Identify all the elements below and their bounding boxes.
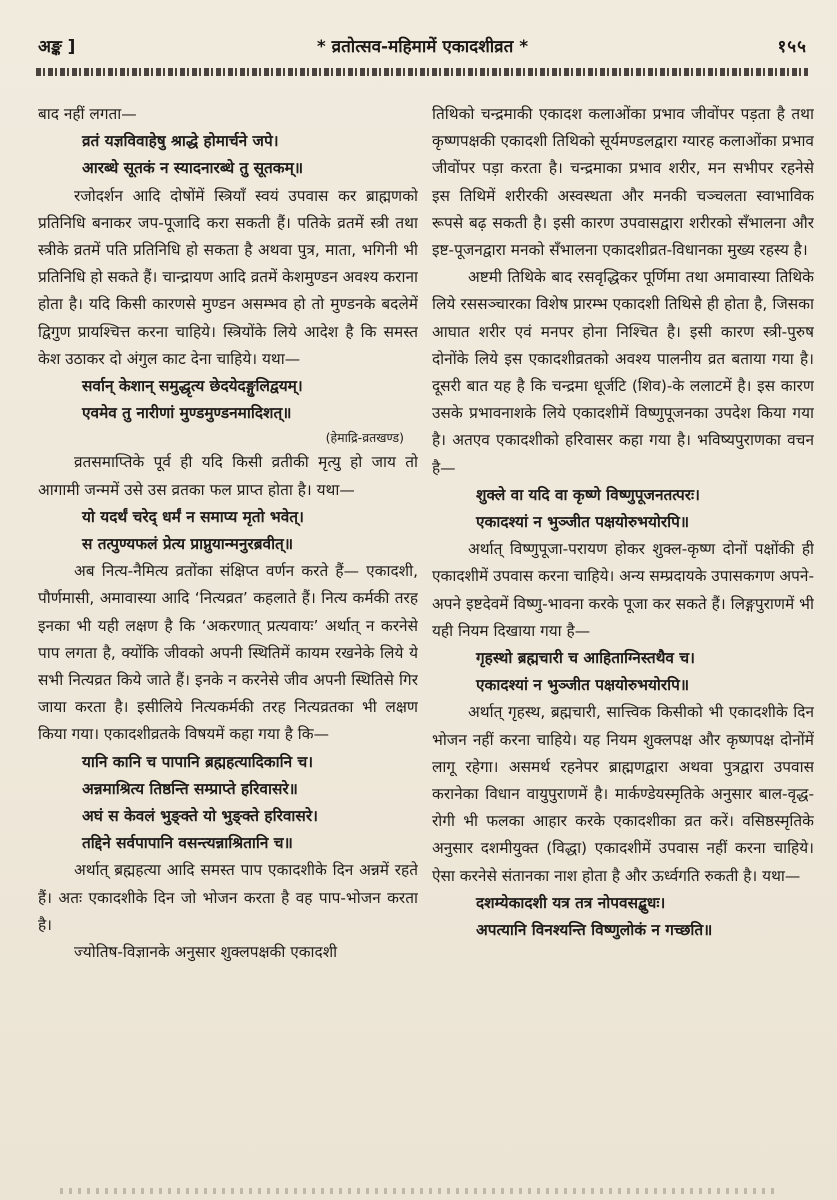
verse-line: गृहस्थो ब्रह्मचारी च आहिताग्निस्तथैव च।: [476, 649, 695, 668]
paragraph: अब नित्य-नैमित्य व्रतोंका संक्षिप्त वर्णन करते हैं— एकादशी, पौर्णमासी, अमावास्या आदि ‘नित्यव्रत’ कहलाते हैं। नित्य कर्मकी तरह इनका भी यही लक्षण है कि ‘अकरणात् प्रत्यवायः’ अर्थात् न करनेसे पाप लगता है, क्योंकि जीवको अपनी स्थितिमें कायम रखनेके लिये ये सभी नित्यव्रत किये जाते हैं। इनके न करनेसे जीव अपनी स्थितिसे गिर जाया करता है। इसीलिये नित्यकर्मकी तरह नित्यव्रतका भी लक्षण किया गया। एकादशीव्रतके विषयमें कहा गया है कि—: [38, 562, 418, 744]
verse-line: यो यदर्थं चरेद् धर्मं न समाप्य मृतो भवेत्।: [82, 507, 304, 526]
paragraph: तिथिको चन्द्रमाकी एकादश कलाओंका प्रभाव जीवोंपर पड़ता है तथा कृष्णपक्षकी एकादशी तिथिको सूर्यमण्डलद्वारा ग्यारह कलाओंका प्रभाव जीवोंपर पड़ा करता है। चन्द्रमाका प्रभाव शरीर, मन सभीपर रहनेसे इस तिथिमें शरीरकी अस्वस्थता और मनकी चञ्चलता स्वाभाविक रूपसे बढ़ सकती है। इसी कारण उपवासद्वारा शरीरको सँभालना और इष्ट-पूजनद्वारा मनको सँभालना एकादशीव्रत-विधानका मुख्य रहस्य है।: [432, 105, 814, 260]
left-column: [38, 101, 418, 1161]
issue-label: अङ्क ]: [38, 37, 76, 57]
verse-line: अघं स केवलं भुङ्क्ते यो भुङ्क्ते हरिवासरे।: [82, 807, 318, 826]
page-number: १५५: [777, 37, 807, 57]
paragraph: ज्योतिष-विज्ञानके अनुसार शुक्लपक्षकी एकादशी: [74, 943, 338, 962]
verse-line: दशम्येकादशी यत्र तत्र नोपवसद्बुधः।: [476, 893, 666, 912]
paragraph: व्रतसमाप्तिके पूर्व ही यदि किसी व्रतीकी मृत्यु हो जाय तो आगामी जन्ममें उसे उस व्रतका फल प्राप्त होता है। यथा—: [38, 453, 418, 499]
verse-line: अपत्यानि विनश्यन्ति विष्णुलोकं न गच्छति॥: [476, 921, 713, 940]
paragraph: अष्टमी तिथिके बाद रसवृद्धिकर पूर्णिमा तथा अमावास्या तिथिके लिये रससञ्चारका विशेष प्रारम्भ एकादशी तिथिसे ही होता है, जिसका आघात शरीर एवं मनपर होना निश्चित है। इसी कारण स्त्री-पुरुष दोनोंके लिये इस एकादशीव्रतको अवश्य पालनीय व्रत बताया गया है। दूसरी बात यह है कि चन्द्रमा धूर्जटि (शिव)-के ललाटमें है। इस कारण उसके प्रभावनाशके लिये एकादशीमें विष्णुपूजनका उपदेश किया गया है। अतएव एकादशीको हरिवासर कहा गया है। भविष्यपुराणका वचन है—: [432, 268, 814, 477]
verse-line: सर्वान् केशान् समुद्धृत्य छेदयेदङ्गुलिद्वयम्।: [82, 377, 303, 396]
verse-line: एकादश्यां न भुञ्जीत पक्षयोरुभयोरपि॥: [476, 513, 690, 532]
verse-line: अन्नमाश्रित्य तिष्ठन्ति सम्प्राप्ते हरिवासरे॥: [82, 779, 298, 798]
citation: (हेमाद्रि-व्रतखण्ड): [325, 430, 404, 446]
verse-line: स तत्पुण्यफलं प्रेत्य प्राप्नुयान्मनुरब्रवीत्॥: [82, 535, 294, 554]
running-header: [38, 34, 807, 60]
verse-line: एकादश्यां न भुञ्जीत पक्षयोरुभयोरपि॥: [476, 676, 690, 695]
verse-line: आरब्धे सूतकं न स्यादनारब्धे तु सूतकम्॥: [82, 159, 304, 178]
page-bottom-edge: [60, 1188, 780, 1194]
paragraph: अर्थात् गृहस्थ, ब्रह्मचारी, सात्त्विक किसीको भी एकादशीके दिन भोजन नहीं करना चाहिये। यह नियम शुक्लपक्ष और कृष्णपक्ष दोनोंमें लागू रहेगा। असमर्थ रहनेपर ब्राह्मणद्वारा अथवा पुत्रद्वारा उपवास करानेका विधान वायुपुराणमें है। मार्कण्डेयस्मृतिके अनुसार बाल-वृद्ध-रोगी भी फलका आहार करके एकादशीका व्रत करें। वसिष्ठस्मृतिके अनुसार दशमीयुक्त (विद्धा) एकादशीमें उपवास नहीं करना चाहिये। ऐसा करनेसे संतानका नाश होता है और ऊर्ध्वगति रुकती है। यथा—: [432, 703, 814, 885]
verse-line: तद्दिने सर्वपापानि वसन्त्यन्नाश्रितानि च॥: [82, 834, 293, 853]
paragraph: अर्थात् विष्णुपूजा-परायण होकर शुक्ल-कृष्ण दोनों पक्षोंकी ही एकादशीमें उपवास करना चाहिये। अन्य सम्प्रदायके उपासकगण अपने-अपने इष्टदेवमें विष्णु-भावना करके पूजा कर सकते हैं। लिङ्गपुराणमें भी यही नियम दिखाया गया है—: [432, 540, 814, 640]
paragraph: बाद नहीं लगता—: [38, 105, 137, 123]
decorative-rule: [36, 68, 808, 76]
verse-line: यानि कानि च पापानि ब्रह्महत्यादिकानि च।: [82, 752, 314, 771]
paragraph: अर्थात् ब्रह्महत्या आदि समस्त पाप एकादशीके दिन अन्नमें रहते हैं। अतः एकादशीके दिन जो भोजन करता है वह पाप-भोजन करता है।: [38, 861, 418, 934]
verse-line: व्रतं यज्ञविवाहेषु श्राद्धे होमार्चने जपे।: [82, 132, 279, 151]
verse-line: एवमेव तु नारीणां मुण्डमुण्डनमादिशत्॥: [82, 404, 292, 423]
paragraph: रजोदर्शन आदि दोषोंमें स्त्रियाँ स्वयं उपवास कर ब्राह्मणको प्रतिनिधि बनाकर जप-पूजादि करा सकती हैं। पतिके व्रतमें स्त्री तथा स्त्रीके व्रतमें पति प्रतिनिधि हो सकता है अथवा पुत्र, माता, भगिनी भी प्रतिनिधि हो सकते हैं। चान्द्रायण आदि व्रतमें केशमुण्डन अवश्य कराना होता है। यदि किसी कारणसे मुण्डन असम्भव हो तो मुण्डनके बदलेमें द्विगुण प्रायश्चित्त करना चाहिये। स्त्रियोंके लिये आदेश है कि समस्त केश उठाकर दो अंगुल काट देना चाहिये। यथा—: [38, 186, 418, 368]
verse-line: शुक्ले वा यदि वा कृष्णे विष्णुपूजनतत्परः।: [476, 485, 700, 504]
right-column: [432, 101, 814, 1161]
running-title: * व्रतोत्सव-महिमामें एकादशीव्रत *: [316, 37, 529, 57]
